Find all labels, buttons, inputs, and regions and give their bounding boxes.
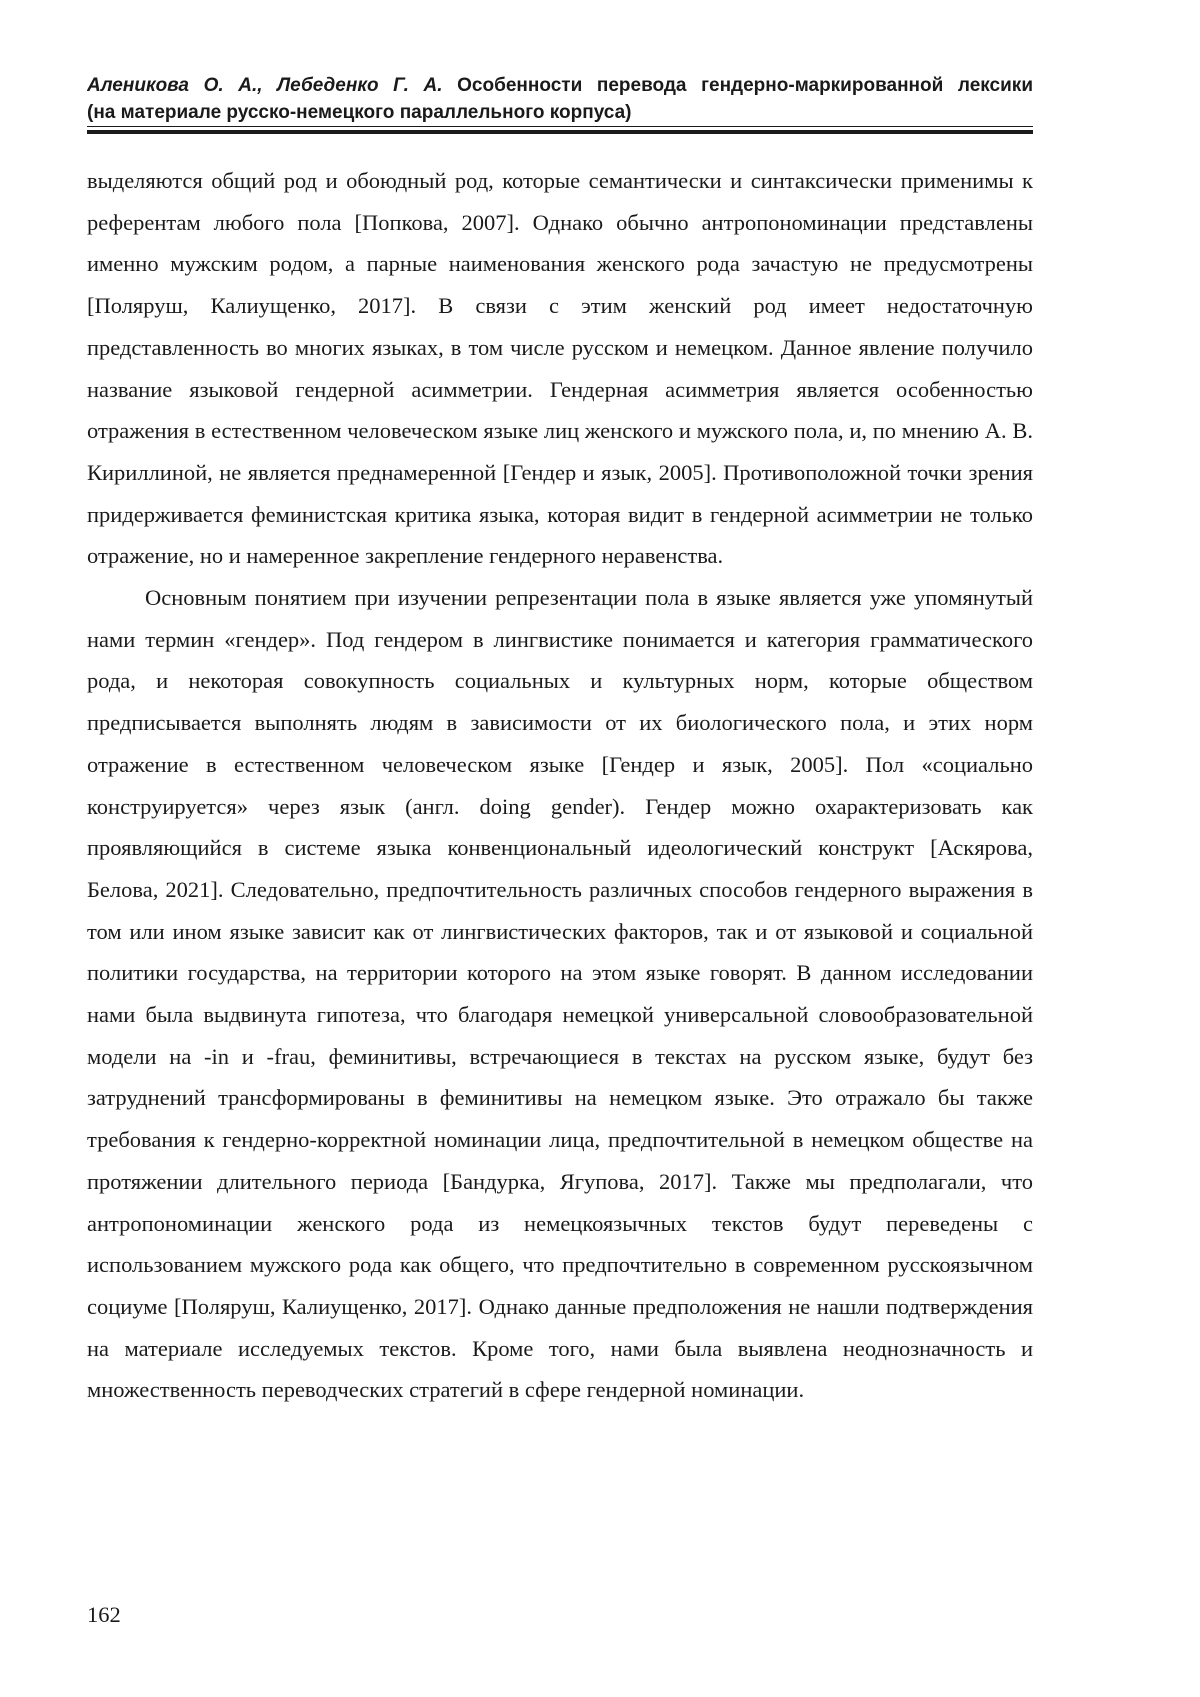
- header-rule-thick: [87, 130, 1033, 134]
- running-header-line1: [87, 72, 1033, 99]
- paragraph-1: выделяются общий род и обоюдный род, которые семантически и синтаксически применимы к референтам любого пола [Попкова, 2007]. Однако обычно антропономинации представлены именно мужским родом, а парные наименования женского рода зачастую не предусмотрены [Поляруш, Калиущенко, 2017]. В связи с этим женский род имеет недостаточную представленность во многих языках, в том числе русском и немецком. Данное явление получило название языковой гендерной асимметрии. Гендерная асимметрия является особенностью отражения в естественном человеческом языке лиц женского и мужского пола, и, по мнению А. В. Кириллиной, не является преднамеренной [Гендер и язык, 2005]. Противоположной точки зрения придерживается феминистская критика языка, которая видит в гендерной асимметрии не только отражение, но и намеренное закрепление гендерного неравенства.: [87, 168, 1033, 569]
- running-header: [87, 72, 1033, 126]
- running-header-authors: Аленикова О. А., Лебеденко Г. А.: [87, 75, 443, 96]
- body-text: [87, 160, 1033, 1411]
- running-header-title-part2: (на материале русско-немецкого параллельного корпуса): [87, 102, 632, 123]
- header-rule-thin: [87, 126, 1033, 127]
- page-number: 162: [87, 1602, 121, 1627]
- paragraph-2: Основным понятием при изучении репрезентации пола в языке является уже упомянутый нами термин «гендер». Под гендером в лингвистике понимается и категория грамматического рода, и некоторая совокупность социальных и культурных норм, которые обществом предписывается выполнять людям в зависимости от их биологического пола, и этих норм отражение в естественном человеческом языке [Гендер и язык, 2005]. Пол «социально конструируется» через язык (англ. doing gender). Гендер можно охарактеризовать как проявляющийся в системе языка конвенциональный идеологический конструкт [Аскярова, Белова, 2021]. Следовательно, предпочтительность различных способов гендерного выражения в том или ином языке зависит как от лингвистических факторов, так и от языковой и социальной политики государства, на территории которого на этом языке говорят. В данном исследовании нами была выдвинута гипотеза, что благодаря немецкой универсальной словообразовательной модели на -in и -frau, феминитивы, встречающиеся в текстах на русском языке, будут без затруднений трансформированы в феминитивы на немецком языке. Это отражало бы также требования к гендерно-корректной номинации лица, предпочтительной в немецком обществе на протяжении длительного периода [Бандурка, Ягупова, 2017]. Также мы предполагали, что антропономинации женского рода из немецкоязычных текстов будут переведены с использованием мужского рода как общего, что предпочтительно в современном русскоязычном социуме [Поляруш, Калиущенко, 2017]. Однако данные предположения не нашли подтверждения на материале исследуемых текстов. Кроме того, нами была выявлена неоднозначность и множественность переводческих стратегий в сфере гендерной номинации.: [87, 585, 1033, 1403]
- running-header-title-part1: Особенности перевода гендерно-маркированной лексики: [457, 75, 1033, 96]
